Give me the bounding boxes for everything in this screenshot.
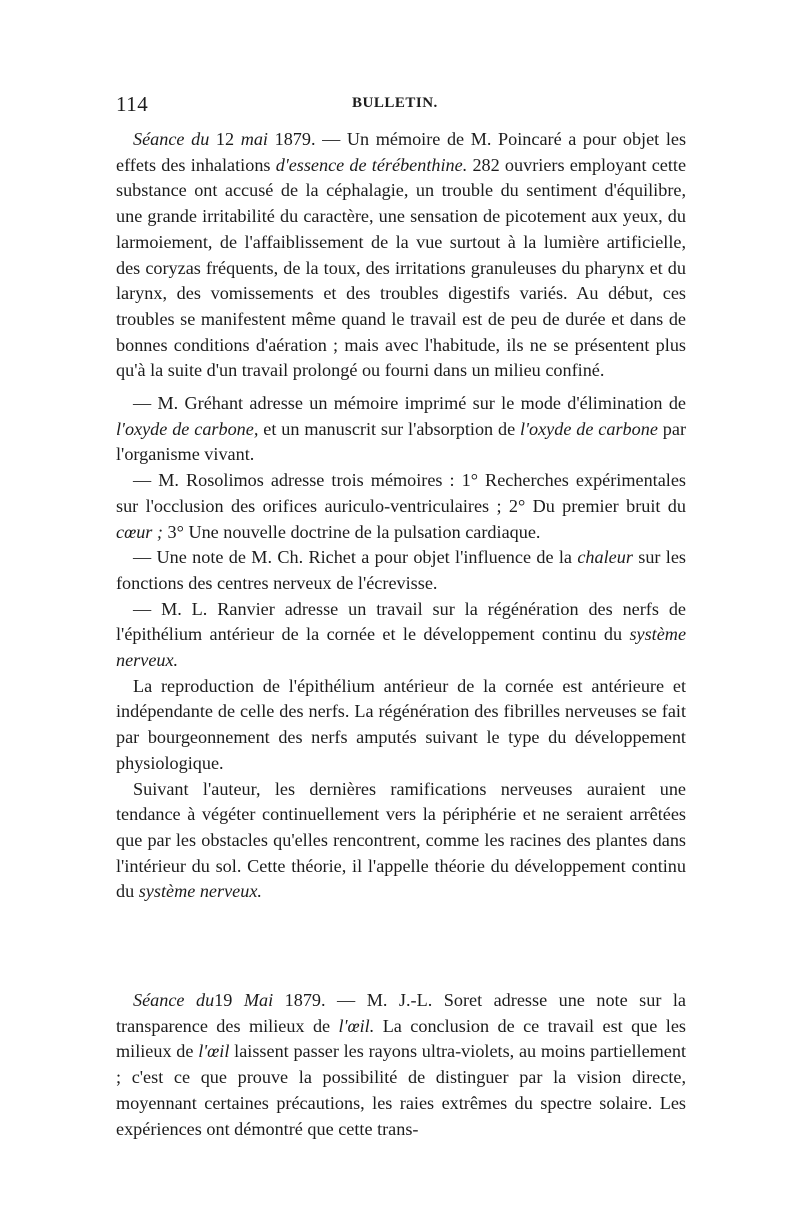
- page-number: 114: [116, 92, 149, 116]
- paragraph-ranvier: [116, 597, 686, 674]
- paragraph-reproduction: [116, 674, 686, 777]
- soret-text-1: 1879. — M. J.-L. Soret adresse une note sur la transparence des milieux de: [116, 990, 686, 1036]
- paragraph-grehant: [116, 391, 686, 468]
- suivant-text-1: Suivant l'auteur, les dernières ramifications nerveuses auraient une tendance à végéter continuellement vers la périphérie et ne seraient arrêtées que par les obstacles qu'elles rencontrent, comme les racines des plantes dans l'intérieur du sol. Cette théorie, il l'appelle théorie du développement continu du: [116, 778, 686, 902]
- ranvier-text-1: — M. L. Ranvier adresse un travail sur la régénération des nerfs de l'épithélium antérieur de la cornée et le développement continu du: [116, 598, 686, 645]
- grehant-term-1: l'oxyde de carbone,: [116, 418, 259, 439]
- grehant-text-2: et un manuscrit sur l'absorption de: [263, 418, 516, 439]
- seance-19-date-month: Mai: [243, 990, 274, 1010]
- rosolimos-text-2: 3° Une nouvelle doctrine de la pulsation cardiaque.: [167, 521, 541, 542]
- header-title: BULLETIN.: [352, 95, 438, 111]
- paragraph-richet: [116, 545, 686, 596]
- paragraph-rosolimos: [116, 468, 686, 545]
- seance-19-date-label: Séance du: [133, 990, 215, 1010]
- ranvier-term: système nerveux.: [116, 624, 687, 671]
- seance-19-mai-block: [116, 988, 686, 1142]
- soret-text-2: La conclusion de ce travail est que les milieux de: [116, 1015, 686, 1062]
- seance-date-month: mai: [240, 129, 268, 149]
- soret-term-1: l'œil.: [338, 1015, 375, 1036]
- richet-term: chaleur: [577, 547, 633, 568]
- seance-date-day: 12: [215, 129, 235, 149]
- rosolimos-text-1: — M. Rosolimos adresse trois mémoires : 1° Recherches expérimentales sur l'occlusion des orifices auriculo-ventriculaires ; 2° Du premier bruit du: [116, 470, 686, 516]
- poincare-intro: 1879. — Un mémoire de M. Poincaré a pour objet les effets des inhalations: [116, 129, 687, 175]
- poincare-body: 282 ouvriers employant cette substance ont accusé de la céphalagie, un trouble du sentiment d'équilibre, une grande irritabilité du caractère, une sensation de picotement aux yeux, du larmoiement, de l'affaiblissement de la vue surtout à la lumière artificielle, des coryzas fréquents, de la toux, des irritations granuleuses du pharynx et du larynx, des vomissements et des troubles digestifs variés. Au début, ces troubles se manifestent même quand le travail est de peu de durée et dans de bonnes conditions d'aération ; mais avec l'habitude, ils ne se présentent plus qu'à la suite d'un travail prolongé ou fourni dans un milieu confiné.: [116, 154, 687, 381]
- grehant-text-1: — M. Gréhant adresse un mémoire imprimé sur le mode d'élimination de: [133, 393, 686, 414]
- richet-text-2: sur les fonctions des centres nerveux de l'écrevisse.: [116, 547, 687, 593]
- seance-19-date-day: 19: [214, 990, 233, 1010]
- rosolimos-term: cœur ;: [116, 521, 163, 542]
- reproduction-text: La reproduction de l'épithélium antérieur de la cornée est antérieure et indépendante de celle des nerfs. La régénération des fibrilles nerveuses se fait par bourgeonnement des nerfs amputés suivant le type du développement physiologique.: [116, 675, 686, 773]
- suivant-term: système nerveux.: [138, 881, 262, 902]
- seance-date-label: Séance du: [133, 129, 210, 149]
- paragraph-suivant: [116, 777, 686, 906]
- running-header: [116, 92, 686, 124]
- essence-term: d'essence de térébenthine.: [275, 154, 468, 175]
- grehant-text-3: par l'organisme vivant.: [116, 418, 687, 465]
- paragraph-seance-19-mai: [116, 988, 686, 1142]
- paragraph-seance-12-mai: [116, 127, 686, 384]
- richet-text-1: — Une note de M. Ch. Richet a pour objet l'influence de la: [133, 547, 572, 568]
- main-text-block: [116, 127, 686, 905]
- grehant-term-2: l'oxyde de carbone: [520, 418, 658, 439]
- soret-text-3: laissent passer les rayons ultra-violets, au moins partiellement ; c'est ce que prouve la possibilité de distinguer par la vision directe, moyennant certaines précautions, les raies extrêmes du spectre solaire. Les expériences ont démontré que cette trans-: [116, 1041, 687, 1139]
- soret-term-2: l'œil: [198, 1041, 230, 1062]
